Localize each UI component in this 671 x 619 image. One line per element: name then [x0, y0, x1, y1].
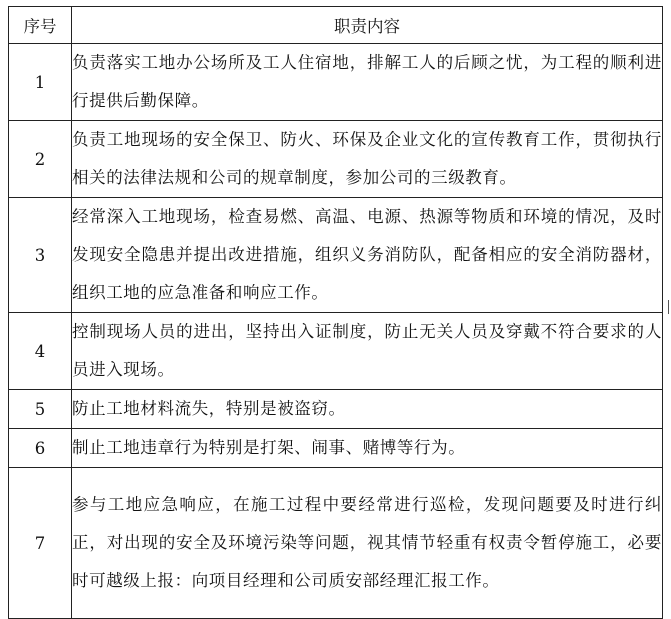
table-row [9, 429, 663, 468]
row-number: 2 [9, 121, 72, 198]
row-number: 1 [9, 44, 72, 121]
row-duty-text: 负责落实工地办公场所及工人住宿地，排解工人的后顾之忧，为工程的顺利进行提供后勤保障。 [72, 44, 663, 121]
table-header-row [9, 7, 663, 44]
row-duty-text: 经常深入工地现场，检查易燃、高温、电源、热源等物质和环境的情况，及时发现安全隐患并提出改进措施，组织义务消防队，配备相应的安全消防器材，组织工地的应急准备和响应工作。 [72, 198, 663, 313]
table-row [9, 313, 663, 390]
row-number: 6 [9, 429, 72, 468]
row-duty-text: 负责工地现场的安全保卫、防火、环保及企业文化的宣传教育工作，贯彻执行相关的法律法规和公司的规章制度，参加公司的三级教育。 [72, 121, 663, 198]
column-header-number: 序号 [9, 7, 72, 44]
duty-table [8, 6, 663, 619]
table-row [9, 390, 663, 429]
table-row [9, 121, 663, 198]
row-number: 5 [9, 390, 72, 429]
row-number: 4 [9, 313, 72, 390]
row-number: 3 [9, 198, 72, 313]
row-duty-text: 控制现场人员的进出，坚持出入证制度，防止无关人员及穿戴不符合要求的人员进入现场。 [72, 313, 663, 390]
row-duty-text: 参与工地应急响应，在施工过程中要经常进行巡检，发现问题要及时进行纠正，对出现的安全及环境污染等问题，视其情节轻重有权责令暂停施工，必要时可越级上报：向项目经理和公司质安部经理汇报工作。 [72, 468, 663, 619]
table-row [9, 198, 663, 313]
table-row [9, 44, 663, 121]
table-row [9, 468, 663, 619]
row-number: 7 [9, 468, 72, 619]
row-duty-text: 防止工地材料流失，特别是被盗窃。 [72, 390, 663, 429]
column-header-duty: 职责内容 [72, 7, 663, 44]
clipped-heading-fragment [0, 0, 300, 5]
row-duty-text: 制止工地违章行为特别是打架、闹事、赌博等行为。 [72, 429, 663, 468]
page-edge-mark [668, 300, 669, 314]
